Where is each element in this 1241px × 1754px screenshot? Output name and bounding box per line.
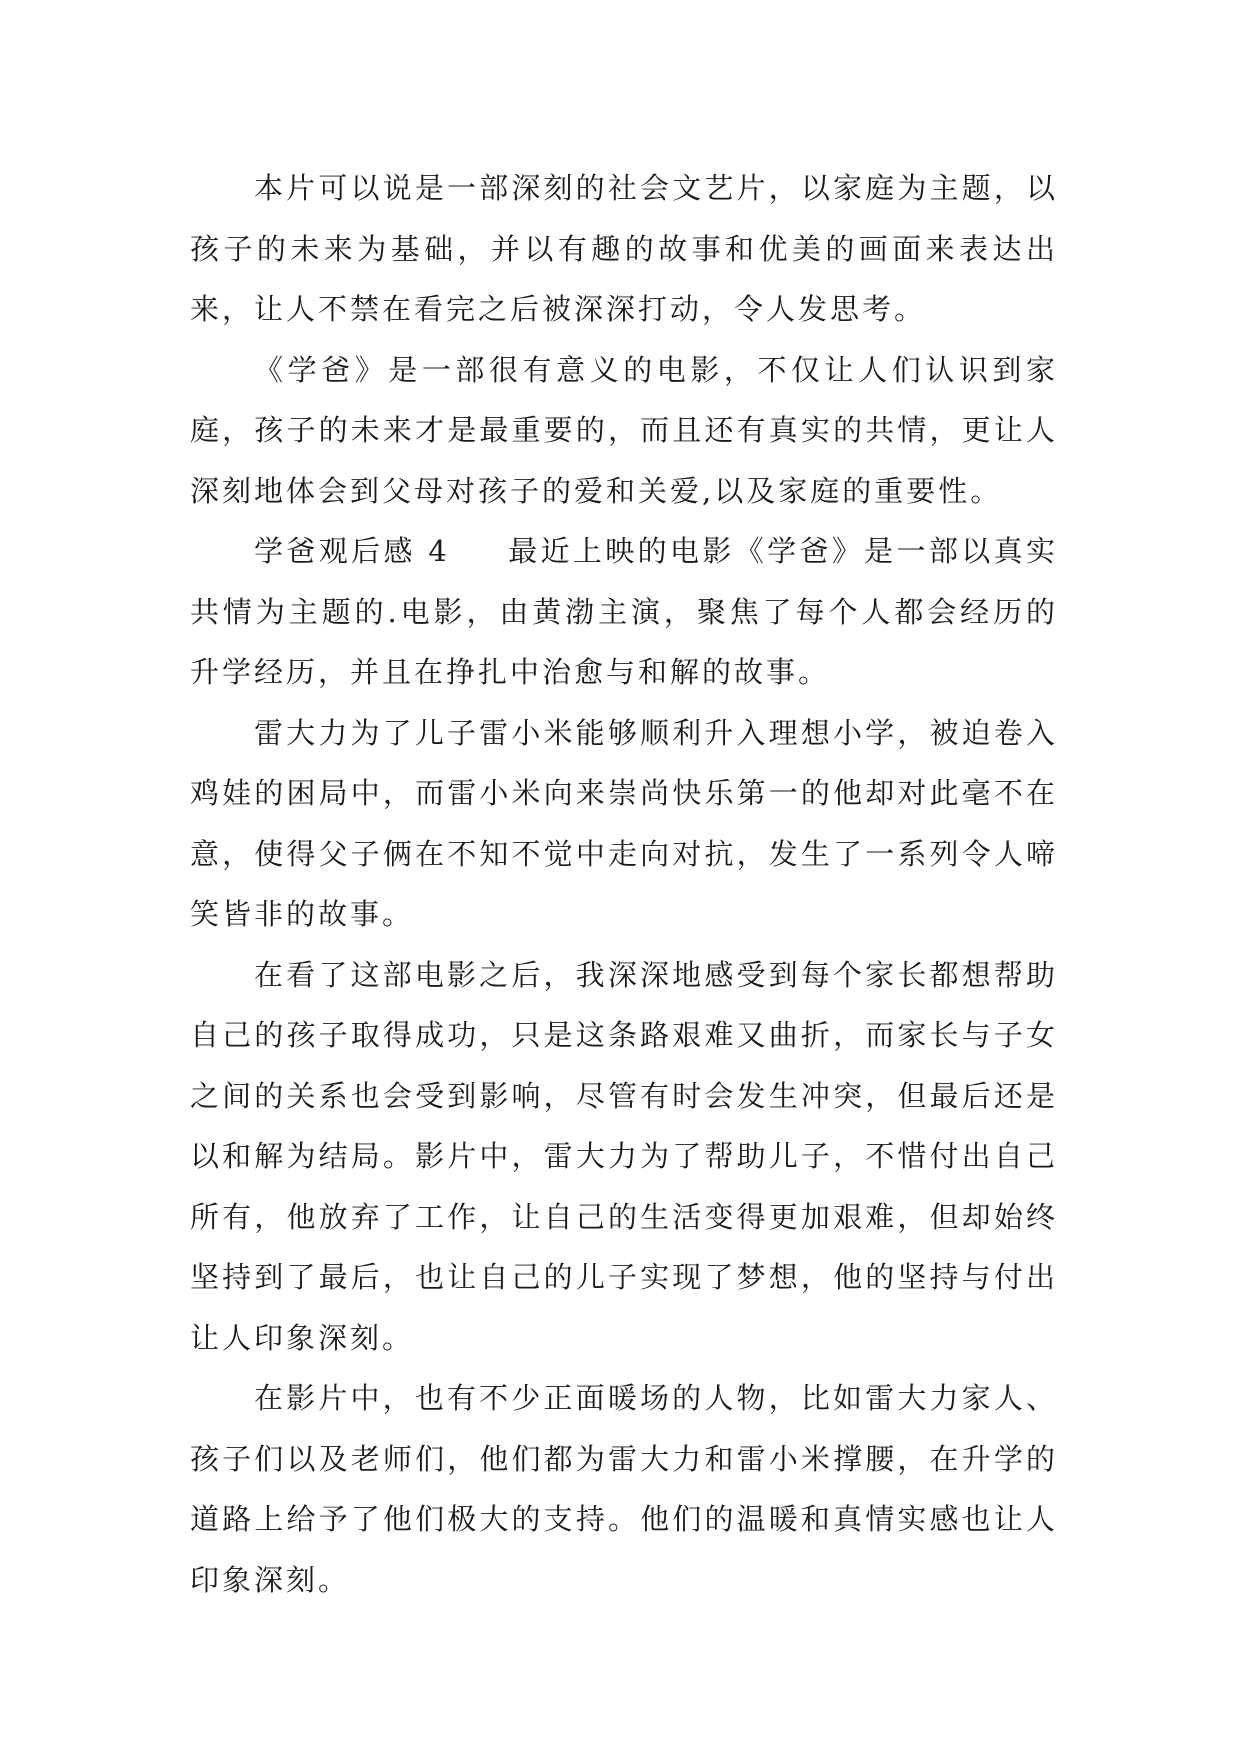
paragraph-4: 雷大力为了儿子雷小米能够顺利升入理想小学，被迫卷入鸡娃的困局中，而雷小米向来崇尚快乐第一的他却对此毫不在意，使得父子俩在不知不觉中走向对抗，发生了一系列令人啼笑皆非的故事。 (190, 715, 1058, 931)
paragraph-6: 在影片中，也有不少正面暖场的人物，比如雷大力家人、孩子们以及老师们，他们都为雷大力和雷小米撑腰，在升学的道路上给予了他们极大的支持。他们的温暖和真情实感也让人印象深刻。 (190, 1381, 1058, 1597)
document-body (190, 158, 1058, 1610)
paragraph-1: 本片可以说是一部深刻的社会文艺片，以家庭为主题，以孩子的未来为基础，并以有趣的故事和优美的画面来表达出来，让人不禁在看完之后被深深打动，令人发思考。 (190, 171, 1058, 326)
paragraph-section-start (190, 521, 1058, 703)
section-first-text: 最近上映的电影《学爸》是一部以真实共情为主题的.电影，由黄渤主演，聚焦了每个人都会经历的升学经历，并且在挣扎中治愈与和解的故事。 (190, 534, 1058, 689)
section-heading: 学爸观后感 4 (254, 534, 450, 568)
paragraph-5: 在看了这部电影之后，我深深地感受到每个家长都想帮助自己的孩子取得成功，只是这条路艰难又曲折，而家长与子女之间的关系也会受到影响，尽管有时会发生冲突，但最后还是以和解为结局。影片中，雷大力为了帮助儿子，不惜付出自己所有，他放弃了工作，让自己的生活变得更加艰难，但却始终坚持到了最后，也让自己的儿子实现了梦想，他的坚持与付出让人印象深刻。 (190, 957, 1058, 1355)
paragraph-2: 《学爸》是一部很有意义的电影，不仅让人们认识到家庭，孩子的未来才是最重要的，而且还有真实的共情，更让人深刻地体会到父母对孩子的爱和关爱,以及家庭的重要性。 (190, 352, 1058, 508)
